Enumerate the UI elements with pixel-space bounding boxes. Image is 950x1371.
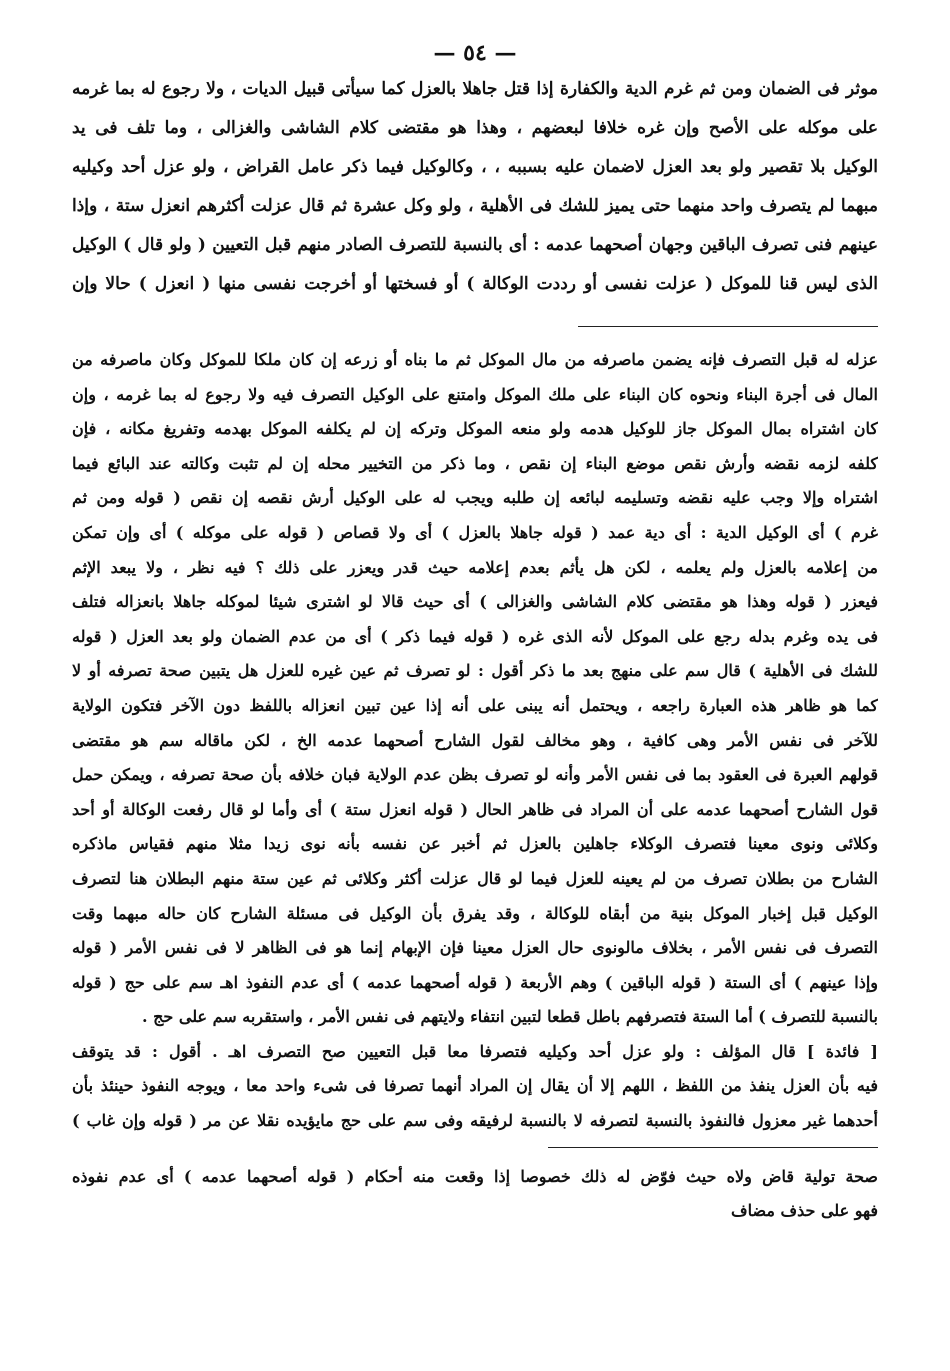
commentary-line: الوكيل قبل إخبار الموكل بنية من أبقاه للوكالة ، وقد يفرق بأن الوكيل فى مسئلة الشارح كان حاله مبهما وقت: [72, 903, 878, 923]
fawaid-text: [72, 1035, 878, 1139]
footnote-text: [72, 1160, 878, 1228]
commentary-line: الشارح من بطلان تصرف من لم يعينه للعزل فيما لو قال عزلت أكثر وكلائى ثم عين ستة منهم البطلان هنا لتصرف: [72, 868, 878, 888]
commentary-line: كان اشتراه بمال الموكل جاز للوكيل هدمه ولو منعه الموكل وتركه إن لم يكلفه الموكل بهدمه وتفريغ مكانه ، فإن: [72, 419, 878, 439]
commentary-line: غرم ) أى الوكيل الدية : أى دية عمد ( قوله جاهلا بالعزل ) أى ولا قصاص ( قوله على موكله ) أى وإن تمكن: [72, 522, 878, 542]
footnote-line: صحة تولية قاض ولاه حيث فوّض له ذلك خصوصا إذا وقعت منه أحكام ( قوله أصحهما عدمه ) أى عدم نفوذه: [72, 1166, 878, 1186]
footnote-line: فهو على حذف مضاف: [731, 1200, 878, 1220]
footnote-divider: [548, 1147, 878, 1148]
page-number: — ٥٤ —: [433, 40, 517, 66]
book-page: [72, 36, 878, 1228]
commentary-line: وإذا عينهم ) أى الستة ( قوله الباقين ) وهم الأربعة ( قوله أصحهما عدمه ) أى عدم النفوذ اهـ سم على حج ( قوله: [72, 972, 878, 992]
commentary-line: كما هو ظاهر هذه العبارة راجعه ، ويحتمل أنه يبنى على أنه إذا عين تبين انعزاله باللفظ دون الآخر فتكون الولاية: [72, 695, 878, 715]
main-text: [72, 70, 878, 304]
commentary-line: كلفه لزمه نقضه وأرش نقص موضع البناء إن نقص ، وما ذكر من التخيير محله إن لم تثبت وكالته عند البائع فيما: [72, 453, 878, 473]
main-text-line: على موكله على الأصح وإن غره خلافا لبعضهم ، وهذا هو مقتضى كلام الشاشى والغزالى ، وما تلف فى يد: [72, 118, 878, 138]
commentary-line: من إعلامه بالعزل ولم يعلمه ، لكن هل يأثم بعدم إعلامه حيث قدر ويعزر على ذلك ؟ فيه نظر ، ولا يبعد الإثم: [72, 557, 878, 577]
commentary-line: فى يده وغرم بدله رجع على الموكل لأنه الذى غره ( قوله فيما ذكر ) أى من عدم الضمان ولو بعد العزل ( قوله: [72, 626, 878, 646]
commentary-line: المال فى أجرة البناء ونحوه كان البناء على ملك الموكل وامتنع على الوكيل التصرف فيه ولا رجوع له بما غرمه ، وإن: [72, 384, 878, 404]
main-text-line: الوكيل بلا تقصير ولو بعد العزل لاضمان عليه بسببه ، ، وكالوكيل فيما ذكر عامل القراض ، ولو عزل أحد وكيليه: [72, 157, 878, 177]
main-text-line: عينهم فنى تصرف الباقين وجهان أصحهما عدمه : أى بالنسبة للتصرف الصادر منهم قبل التعيين ( ولو قال ) الوكيل: [72, 235, 878, 255]
main-text-line: مبهما لم يتصرف واحد منهما حتى يميز للشك فى الأهلية ، ولو وكل عشرة ثم قال عزلت أكثرهم انعزل ستة ، وإذا: [72, 196, 878, 216]
commentary-line: للشك فى الأهلية ) قال سم على منهج بعد ما ذكر أقول : لو تصرف ثم عين غيره للعزل هل يتبين صحة تصرفه أو لا: [72, 661, 878, 681]
section-divider: [578, 326, 878, 327]
commentary-line: قولهم العبرة فى العقود بما فى نفس الأمر وأنه لو تصرف بظن عدم الولاية فبان خلافه بأن صحة تصرفه ، ويمكن حمل: [72, 765, 878, 785]
main-text-line: موثر فى الضمان ومن ثم غرم الدية والكفارة إذا قتل جاهلا بالعزل كما سيأتى قبيل الديات ، ولا رجوع له بما غرمه: [72, 79, 878, 99]
fawaid-line: فيه بأن العزل ينفذ من اللفظ ، اللهم إلا أن يقال إن المراد أنهما تصرفا فى شىء واحد معا ، ويوجه النفوذ حينئذ بأن: [72, 1076, 878, 1096]
commentary-line: عزله له قبل التصرف فإنه يضمن ماصرفه من مال الموكل ثم ما بناه أو زرعه إن كان ملكا للموكل وكان ماصرفه من: [72, 350, 878, 369]
main-text-line: الذى ليس قنا للموكل ( عزلت نفسى أو رددت الوكالة ) أو فسختها أو أخرجت نفسى منها ( انعزل ) حالا وإن: [72, 274, 878, 294]
commentary-line: اشتراه وإلا وجب عليه نقضه وتسليمه لبائعه إن طلبه ويجب له على الوكيل أرش نقصه إن نقص ( قوله ومن ثم: [72, 488, 878, 508]
commentary-line: وكلائى ونوى معينا فتصرف الوكلاء جاهلين بالعزل ثم أخبر عن نفسه بأنه نوى زيدا مثلا منهم فقياس ماذكره: [72, 834, 878, 854]
commentary-line: فيعزر ( قوله وهذا هو مقتضى كلام الشاشى والغزالى ) أى حيث قالا لو اشترى شيئا لموكله جاهلا بانعزاله فتلف: [72, 592, 878, 612]
commentary-line: قول الشارح أصحهما عدمه على أن المراد فى ظاهر الحال ( قوله انعزل ستة ) أى وأما لو قال رفعت الوكالة أو أحد: [72, 799, 878, 819]
commentary-text: [72, 343, 878, 1035]
fawaid-line: [ فائدة ] قال المؤلف : ولو عزل أحد وكيليه فتصرفا معا قبل التعيين صح التصرف اهـ . أقول : قد يتوقف: [72, 1041, 878, 1061]
commentary-line: للآخر فى نفس الأمر وهى كافية ، وهو مخالف لقول الشارح أصحهما عدمه الخ ، لكن ماقاله سم هو مقتضى: [72, 730, 878, 750]
commentary-line: بالنسبة للتصرف ) أما الستة فتصرفهم باطل قطعا لتبين انتفاء ولايتهم فى نفس الأمر ، واستقربه سم على حج .: [141, 1007, 878, 1027]
fawaid-line: أحدهما غير معزول فالنفوذ بالنسبة لتصرفه لا بالنسبة لرفيقه وفى سم على حج مايؤيده نقلا عن مر ( قوله وإن غاب ): [72, 1111, 878, 1131]
commentary-line: التصرف فى نفس الأمر ، بخلاف مالونوى حال العزل معينا فإن الإبهام إنما هو فى الظاهر لا فى نفس الأمر ( قوله: [72, 938, 878, 958]
